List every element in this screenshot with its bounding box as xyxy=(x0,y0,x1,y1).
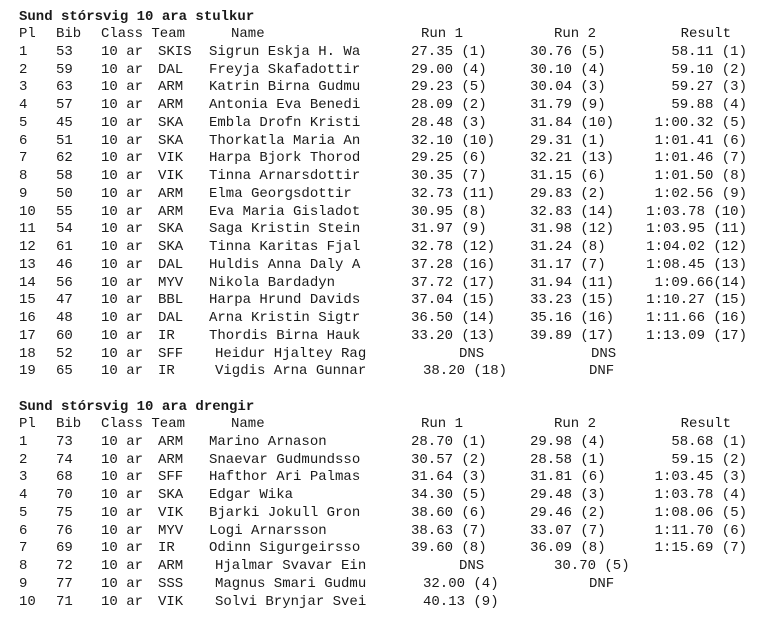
cell-team: DAL xyxy=(158,256,184,273)
cell-bib: 62 xyxy=(56,150,73,167)
cell-team: DAL xyxy=(158,310,184,326)
cell-team: IR xyxy=(158,540,175,557)
cell-pl: 9 xyxy=(19,185,28,202)
cell-class: 10 ar xyxy=(101,487,144,503)
table-row xyxy=(19,44,759,62)
cell-bib: 61 xyxy=(56,239,73,255)
cell-result: 59.88 (4) xyxy=(671,97,747,113)
cell-run2: 29.48 (3) xyxy=(530,487,606,503)
table-row xyxy=(19,310,759,328)
cell-class: 10 ar xyxy=(101,522,144,539)
cell-team: IR xyxy=(158,363,175,380)
cell-team: VIK xyxy=(158,150,184,167)
cell-name: Eva Maria Gisladot xyxy=(209,203,361,220)
cell-run2: 31.15 (6) xyxy=(530,168,606,184)
table-row xyxy=(19,576,759,594)
cell-name: Freyja Skafadottir xyxy=(209,61,361,78)
cell-bib: 55 xyxy=(56,203,73,220)
cell-result: 1:01.50 (8) xyxy=(654,168,747,184)
cell-pl: 13 xyxy=(19,256,36,273)
cell-name: Hafthor Ari Palmas xyxy=(209,469,361,486)
cell-class: 10 ar xyxy=(101,363,144,380)
cell-result: 1:01.46 (7) xyxy=(654,150,747,167)
cell-result: 1:09.66(14) xyxy=(654,274,747,291)
cell-name: Harpa Hrund Davids xyxy=(209,292,361,309)
cell-result: 1:11.70 (6) xyxy=(654,522,747,539)
table-row xyxy=(19,469,759,487)
cell-team: BBL xyxy=(158,292,184,309)
cell-bib: 56 xyxy=(56,274,73,291)
cell-name: Solvi Brynjar Svei xyxy=(215,593,367,610)
cell-bib: 53 xyxy=(56,43,73,60)
header-class-team: Class Team xyxy=(101,416,186,432)
cell-result: 1:03.78 (4) xyxy=(654,487,747,503)
cell-run1: DNS xyxy=(459,345,485,362)
cell-pl: 3 xyxy=(19,469,28,486)
cell-bib: 52 xyxy=(56,345,73,362)
cell-result: 1:02.56 (9) xyxy=(654,185,747,202)
header-pl: Pl xyxy=(19,26,36,42)
cell-name: Vigdis Arna Gunnar xyxy=(215,363,367,380)
cell-bib: 65 xyxy=(56,363,73,380)
cell-pl: 4 xyxy=(19,97,28,113)
cell-class: 10 ar xyxy=(101,593,144,610)
cell-name: Magnus Smari Gudmu xyxy=(215,575,367,592)
cell-pl: 17 xyxy=(19,327,36,344)
cell-name: Hjalmar Svavar Ein xyxy=(215,558,367,574)
cell-run1: 30.57 (2) xyxy=(411,451,487,468)
cell-pl: 2 xyxy=(19,451,28,468)
cell-class: 10 ar xyxy=(101,345,144,362)
cell-team: MYV xyxy=(158,274,184,291)
cell-bib: 50 xyxy=(56,185,73,202)
cell-class: 10 ar xyxy=(101,239,144,255)
cell-run2: 30.76 (5) xyxy=(530,43,606,60)
header-run1: Run 1 xyxy=(421,416,464,432)
cell-name: Snaevar Gudmundsso xyxy=(209,451,361,468)
cell-team: ARM xyxy=(158,185,184,202)
cell-bib: 69 xyxy=(56,540,73,557)
section-title: Sund stórsvig 10 ara stulkur xyxy=(19,9,255,25)
cell-pl: 12 xyxy=(19,239,36,255)
cell-class: 10 ar xyxy=(101,433,144,450)
cell-name: Nikola Bardadyn xyxy=(209,274,336,291)
cell-team: ARM xyxy=(158,451,184,468)
cell-result: 1:11.66 (16) xyxy=(646,310,747,326)
cell-bib: 58 xyxy=(56,168,73,184)
cell-team: ARM xyxy=(158,558,184,574)
table-row xyxy=(19,523,759,541)
cell-run1: 32.10 (10) xyxy=(411,132,496,149)
cell-run2: 29.31 (1) xyxy=(530,132,606,149)
cell-run2: 31.79 (9) xyxy=(530,97,606,113)
cell-team: VIK xyxy=(158,168,184,184)
cell-run1: 37.28 (16) xyxy=(411,256,496,273)
cell-team: ARM xyxy=(158,97,184,113)
cell-bib: 48 xyxy=(56,310,73,326)
cell-run1: 28.70 (1) xyxy=(411,433,487,450)
cell-result: 1:01.41 (6) xyxy=(654,132,747,149)
table-row xyxy=(19,540,759,558)
cell-team: DAL xyxy=(158,61,184,78)
cell-pl: 1 xyxy=(19,43,28,60)
cell-run1: 39.60 (8) xyxy=(411,540,487,557)
cell-team: SKIS xyxy=(158,43,192,60)
cell-result: 58.11 (1) xyxy=(671,43,747,60)
cell-run2: 29.83 (2) xyxy=(530,185,606,202)
cell-result: 59.15 (2) xyxy=(671,451,747,468)
cell-pl: 4 xyxy=(19,487,28,503)
cell-run1: 32.73 (11) xyxy=(411,185,496,202)
cell-class: 10 ar xyxy=(101,185,144,202)
cell-result: 1:15.69 (7) xyxy=(654,540,747,557)
cell-run1: 33.20 (13) xyxy=(411,327,496,344)
cell-run1: 29.25 (6) xyxy=(411,150,487,167)
cell-class: 10 ar xyxy=(101,203,144,220)
cell-run1: 38.20 (18) xyxy=(423,363,508,380)
cell-team: SFF xyxy=(158,469,184,486)
cell-run1: 30.35 (7) xyxy=(411,168,487,184)
cell-run2: DNF xyxy=(589,575,615,592)
cell-team: IR xyxy=(158,327,175,344)
table-row xyxy=(19,363,759,381)
cell-pl: 9 xyxy=(19,575,28,592)
table-row xyxy=(19,168,759,186)
cell-bib: 46 xyxy=(56,256,73,273)
cell-pl: 19 xyxy=(19,363,36,380)
cell-bib: 45 xyxy=(56,114,73,131)
cell-run1: 30.95 (8) xyxy=(411,203,487,220)
cell-run2: 30.04 (3) xyxy=(530,79,606,96)
cell-name: Odinn Sigurgeirsso xyxy=(209,540,361,557)
cell-bib: 59 xyxy=(56,61,73,78)
cell-name: Saga Kristin Stein xyxy=(209,221,361,238)
section-title: Sund stórsvig 10 ara drengir xyxy=(19,399,255,415)
cell-class: 10 ar xyxy=(101,451,144,468)
cell-class: 10 ar xyxy=(101,221,144,238)
cell-name: Tinna Karitas Fjal xyxy=(209,239,361,255)
cell-class: 10 ar xyxy=(101,540,144,557)
cell-result: 1:13.09 (17) xyxy=(646,327,747,344)
cell-name: Thordis Birna Hauk xyxy=(209,327,361,344)
cell-pl: 10 xyxy=(19,593,36,610)
table-row xyxy=(19,346,759,364)
cell-result: 1:03.95 (11) xyxy=(646,221,747,238)
table-header xyxy=(19,26,759,44)
results-table-body xyxy=(19,44,759,381)
cell-class: 10 ar xyxy=(101,61,144,78)
table-row xyxy=(19,239,759,257)
cell-pl: 1 xyxy=(19,433,28,450)
table-row xyxy=(19,186,759,204)
cell-run1: 37.04 (15) xyxy=(411,292,496,309)
header-result: Result xyxy=(680,416,731,432)
cell-name: Arna Kristin Sigtr xyxy=(209,310,361,326)
cell-team: ARM xyxy=(158,79,184,96)
cell-team: SFF xyxy=(158,345,184,362)
cell-run1: 31.97 (9) xyxy=(411,221,487,238)
cell-bib: 57 xyxy=(56,97,73,113)
cell-result: 1:08.45 (13) xyxy=(646,256,747,273)
table-row xyxy=(19,328,759,346)
results-section-girls xyxy=(19,8,759,381)
cell-class: 10 ar xyxy=(101,469,144,486)
cell-pl: 5 xyxy=(19,114,28,131)
cell-run2: 36.09 (8) xyxy=(530,540,606,557)
cell-class: 10 ar xyxy=(101,43,144,60)
cell-run2: 31.81 (6) xyxy=(530,469,606,486)
header-run1: Run 1 xyxy=(421,26,464,42)
table-row xyxy=(19,204,759,222)
header-run2: Run 2 xyxy=(554,26,597,42)
table-row xyxy=(19,452,759,470)
table-row xyxy=(19,79,759,97)
cell-pl: 6 xyxy=(19,132,28,149)
cell-pl: 2 xyxy=(19,61,28,78)
table-row xyxy=(19,221,759,239)
cell-run2: 32.83 (14) xyxy=(530,203,615,220)
cell-class: 10 ar xyxy=(101,504,144,521)
cell-team: VIK xyxy=(158,593,184,610)
cell-run2: 31.24 (8) xyxy=(530,239,606,255)
cell-run2: 33.07 (7) xyxy=(530,522,606,539)
cell-run1: 36.50 (14) xyxy=(411,310,496,326)
cell-run1: 31.64 (3) xyxy=(411,469,487,486)
cell-run2: 32.21 (13) xyxy=(530,150,615,167)
cell-name: Embla Drofn Kristi xyxy=(209,114,361,131)
table-row xyxy=(19,257,759,275)
cell-pl: 11 xyxy=(19,221,36,238)
cell-bib: 47 xyxy=(56,292,73,309)
cell-run2: 31.98 (12) xyxy=(530,221,615,238)
cell-class: 10 ar xyxy=(101,256,144,273)
cell-run1: 32.00 (4) xyxy=(423,575,499,592)
cell-pl: 10 xyxy=(19,203,36,220)
cell-result: 59.27 (3) xyxy=(671,79,747,96)
cell-class: 10 ar xyxy=(101,310,144,326)
cell-team: SKA xyxy=(158,114,184,131)
results-table-body xyxy=(19,434,759,612)
cell-run2: DNS xyxy=(591,345,617,362)
table-row xyxy=(19,558,759,576)
header-run2: Run 2 xyxy=(554,416,597,432)
cell-team: SKA xyxy=(158,239,184,255)
cell-bib: 60 xyxy=(56,327,73,344)
cell-team: ARM xyxy=(158,433,184,450)
cell-class: 10 ar xyxy=(101,292,144,309)
table-row xyxy=(19,97,759,115)
cell-run2: 29.98 (4) xyxy=(530,433,606,450)
cell-name: Tinna Arnarsdottir xyxy=(209,168,361,184)
cell-run1: 29.23 (5) xyxy=(411,79,487,96)
cell-run2: 35.16 (16) xyxy=(530,310,615,326)
cell-bib: 51 xyxy=(56,132,73,149)
cell-result: 58.68 (1) xyxy=(671,433,747,450)
cell-run2: 29.46 (2) xyxy=(530,504,606,521)
cell-pl: 18 xyxy=(19,345,36,362)
cell-name: Edgar Wika xyxy=(209,487,294,503)
cell-team: SKA xyxy=(158,487,184,503)
cell-name: Marino Arnason xyxy=(209,433,327,450)
cell-pl: 14 xyxy=(19,274,36,291)
header-result: Result xyxy=(680,26,731,42)
table-row xyxy=(19,487,759,505)
cell-class: 10 ar xyxy=(101,168,144,184)
cell-class: 10 ar xyxy=(101,558,144,574)
cell-name: Logi Arnarsson xyxy=(209,522,327,539)
cell-bib: 74 xyxy=(56,451,73,468)
cell-run1: DNS xyxy=(459,558,485,574)
cell-result: 59.10 (2) xyxy=(671,61,747,78)
results-section-boys xyxy=(19,398,759,611)
table-row xyxy=(19,62,759,80)
cell-class: 10 ar xyxy=(101,575,144,592)
cell-team: SKA xyxy=(158,221,184,238)
cell-name: Elma Georgsdottir xyxy=(209,185,352,202)
cell-run2: 39.89 (17) xyxy=(530,327,615,344)
cell-name: Antonia Eva Benedi xyxy=(209,97,361,113)
cell-run2: 30.70 (5) xyxy=(554,558,630,574)
cell-run1: 29.00 (4) xyxy=(411,61,487,78)
cell-run2: 31.17 (7) xyxy=(530,256,606,273)
cell-team: MYV xyxy=(158,522,184,539)
cell-run2: DNF xyxy=(589,363,615,380)
cell-name: Thorkatla Maria An xyxy=(209,132,361,149)
cell-class: 10 ar xyxy=(101,327,144,344)
cell-run2: 31.84 (10) xyxy=(530,114,615,131)
cell-name: Heidur Hjaltey Rag xyxy=(215,345,367,362)
cell-bib: 77 xyxy=(56,575,73,592)
cell-pl: 7 xyxy=(19,540,28,557)
cell-bib: 73 xyxy=(56,433,73,450)
cell-bib: 63 xyxy=(56,79,73,96)
header-bib: Bib xyxy=(56,416,82,432)
cell-run2: 28.58 (1) xyxy=(530,451,606,468)
cell-bib: 54 xyxy=(56,221,73,238)
header-bib: Bib xyxy=(56,26,82,42)
cell-run2: 31.94 (11) xyxy=(530,274,615,291)
header-name: Name xyxy=(231,26,265,42)
cell-result: 1:04.02 (12) xyxy=(646,239,747,255)
cell-bib: 71 xyxy=(56,593,73,610)
cell-bib: 75 xyxy=(56,504,73,521)
header-pl: Pl xyxy=(19,416,36,432)
cell-class: 10 ar xyxy=(101,79,144,96)
table-row xyxy=(19,292,759,310)
table-row xyxy=(19,594,759,612)
cell-name: Sigrun Eskja H. Wa xyxy=(209,43,361,60)
cell-bib: 70 xyxy=(56,487,73,503)
cell-team: VIK xyxy=(158,504,184,521)
cell-name: Katrin Birna Gudmu xyxy=(209,79,361,96)
cell-bib: 68 xyxy=(56,469,73,486)
cell-pl: 16 xyxy=(19,310,36,326)
cell-run2: 33.23 (15) xyxy=(530,292,615,309)
table-row xyxy=(19,115,759,133)
cell-team: SSS xyxy=(158,575,184,592)
table-header xyxy=(19,416,759,434)
cell-pl: 3 xyxy=(19,79,28,96)
cell-team: SKA xyxy=(158,132,184,149)
cell-run1: 37.72 (17) xyxy=(411,274,496,291)
header-class-team: Class Team xyxy=(101,26,186,42)
cell-bib: 72 xyxy=(56,558,73,574)
table-row xyxy=(19,505,759,523)
cell-run1: 38.63 (7) xyxy=(411,522,487,539)
cell-bib: 76 xyxy=(56,522,73,539)
cell-class: 10 ar xyxy=(101,97,144,113)
table-row xyxy=(19,434,759,452)
cell-name: Bjarki Jokull Gron xyxy=(209,504,361,521)
cell-result: 1:03.45 (3) xyxy=(654,469,747,486)
cell-result: 1:10.27 (15) xyxy=(646,292,747,309)
cell-class: 10 ar xyxy=(101,114,144,131)
cell-pl: 5 xyxy=(19,504,28,521)
cell-run1: 27.35 (1) xyxy=(411,43,487,60)
table-row xyxy=(19,150,759,168)
cell-pl: 15 xyxy=(19,292,36,309)
table-row xyxy=(19,133,759,151)
cell-run2: 30.10 (4) xyxy=(530,61,606,78)
cell-run1: 38.60 (6) xyxy=(411,504,487,521)
cell-class: 10 ar xyxy=(101,274,144,291)
cell-pl: 8 xyxy=(19,558,28,574)
cell-pl: 6 xyxy=(19,522,28,539)
cell-pl: 8 xyxy=(19,168,28,184)
cell-team: ARM xyxy=(158,203,184,220)
cell-name: Huldis Anna Daly A xyxy=(209,256,361,273)
cell-name: Harpa Bjork Thorod xyxy=(209,150,361,167)
cell-class: 10 ar xyxy=(101,132,144,149)
cell-run1: 40.13 (9) xyxy=(423,593,499,610)
table-row xyxy=(19,275,759,293)
header-name: Name xyxy=(231,416,265,432)
cell-result: 1:03.78 (10) xyxy=(646,203,747,220)
cell-run1: 34.30 (5) xyxy=(411,487,487,503)
cell-run1: 32.78 (12) xyxy=(411,239,496,255)
cell-run1: 28.09 (2) xyxy=(411,97,487,113)
cell-run1: 28.48 (3) xyxy=(411,114,487,131)
cell-pl: 7 xyxy=(19,150,28,167)
cell-result: 1:08.06 (5) xyxy=(654,504,747,521)
cell-class: 10 ar xyxy=(101,150,144,167)
cell-result: 1:00.32 (5) xyxy=(654,114,747,131)
